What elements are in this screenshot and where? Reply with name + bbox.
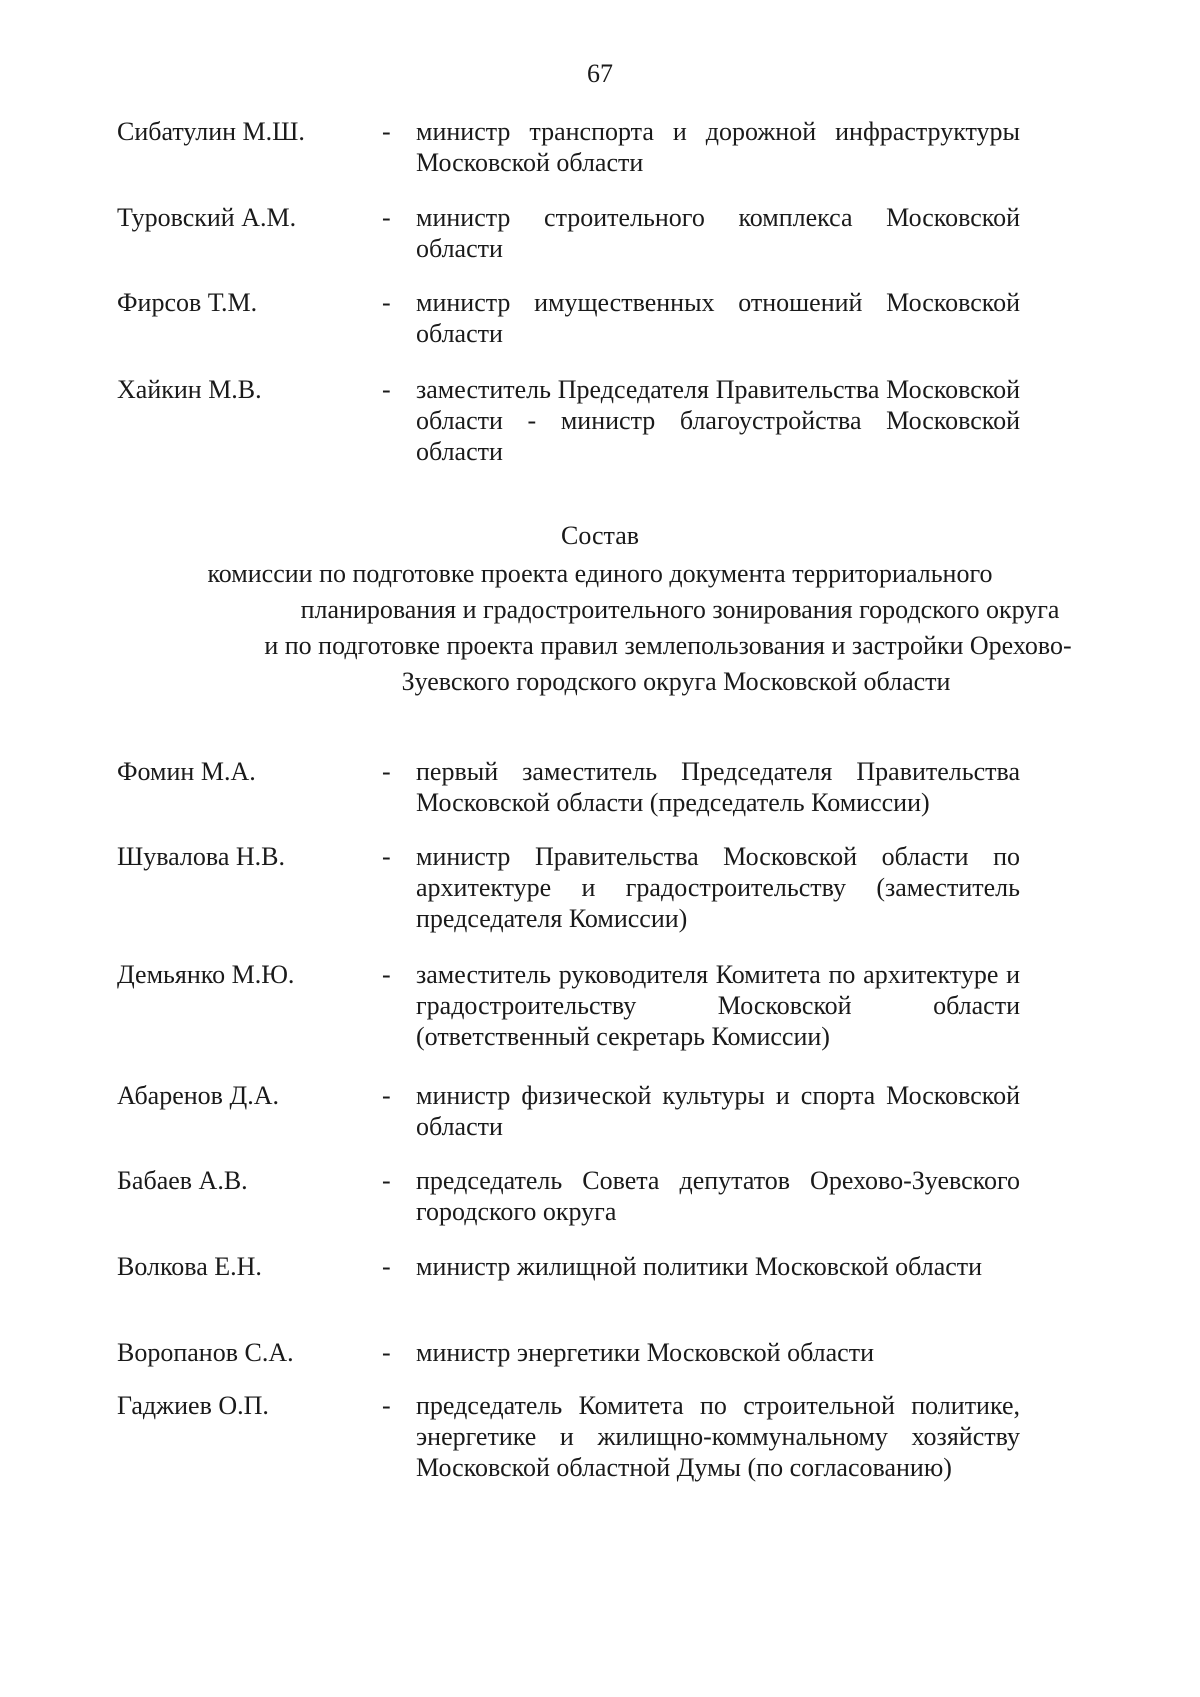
list-item	[0, 1251, 1200, 1337]
member-name: Фомин М.А.	[117, 757, 256, 786]
member-dash: -	[382, 1391, 391, 1420]
member-name: Абаренов Д.А.	[117, 1081, 279, 1110]
list-item	[0, 1337, 1200, 1390]
page-number: 67	[587, 59, 613, 88]
member-name: Туровский А.М.	[117, 203, 297, 232]
section-title-line: комиссии по подготовке проекта единого документа территориального	[207, 559, 993, 588]
member-role: министр энергетики Московской области	[416, 1338, 874, 1367]
member-role: министр строительного комплекса Московской области	[416, 203, 1020, 263]
commission-member-list	[0, 756, 1200, 1520]
member-role: министр транспорта и дорожной инфраструктуры Московской области	[416, 117, 1020, 177]
member-dash: -	[382, 203, 391, 232]
member-dash: -	[382, 842, 391, 871]
member-role: министр имущественных отношений Московской области	[416, 288, 1020, 348]
member-role: заместитель руководителя Комитета по архитектуре и градостроительству Московской области (ответственный секретарь Комиссии)	[416, 960, 1020, 1051]
member-role: первый заместитель Председателя Правительства Московской области (председатель Комиссии)	[416, 757, 1020, 817]
member-dash: -	[382, 117, 391, 146]
list-item	[0, 287, 1200, 374]
member-role: министр физической культуры и спорта Московской области	[416, 1081, 1020, 1141]
member-dash: -	[382, 1081, 391, 1110]
member-name: Шувалова Н.В.	[117, 842, 285, 871]
member-name: Демьянко М.Ю.	[117, 960, 295, 989]
top-member-list	[0, 116, 1200, 474]
member-name: Сибатулин М.Ш.	[117, 117, 305, 146]
member-dash: -	[382, 1338, 391, 1367]
list-item	[0, 841, 1200, 959]
member-name: Гаджиев О.П.	[117, 1391, 269, 1420]
section-heading: Состав	[560, 521, 640, 550]
member-role: министр жилищной политики Московской области	[416, 1252, 983, 1281]
member-dash: -	[382, 757, 391, 786]
member-dash: -	[382, 375, 391, 404]
member-role: председатель Совета депутатов Орехово-Зуевского городского округа	[416, 1166, 1020, 1226]
list-item	[0, 1390, 1200, 1520]
list-item	[0, 116, 1200, 202]
list-item	[0, 1080, 1200, 1165]
member-name: Фирсов Т.М.	[117, 288, 258, 317]
member-name: Хайкин М.В.	[117, 375, 262, 404]
list-item	[0, 756, 1200, 841]
member-role: заместитель Председателя Правительства Московской области - министр благоустройства Московской области	[416, 375, 1020, 466]
member-name: Волкова Е.Н.	[117, 1252, 262, 1281]
member-name: Бабаев А.В.	[117, 1166, 248, 1195]
section-title-line: планирования и градостроительного зонирования городского округа	[300, 595, 1060, 624]
member-name: Воропанов С.А.	[117, 1338, 294, 1367]
member-dash: -	[382, 960, 391, 989]
list-item	[0, 202, 1200, 287]
member-dash: -	[382, 288, 391, 317]
section-title-line: Зуевского городского округа Московской области	[401, 667, 951, 696]
list-item	[0, 1165, 1200, 1251]
member-dash: -	[382, 1252, 391, 1281]
list-item	[0, 959, 1200, 1080]
section-title-line: и по подготовке проекта правил землепользования и застройки Орехово-	[264, 631, 1072, 660]
member-role: министр Правительства Московской области по архитектуре и градостроительству (заместитель председателя Комиссии)	[416, 842, 1020, 933]
list-item	[0, 374, 1200, 474]
member-dash: -	[382, 1166, 391, 1195]
member-role: председатель Комитета по строительной политике, энергетике и жилищно-коммунальному хозяйству Московской областной Думы (по согласованию)	[416, 1391, 1020, 1482]
